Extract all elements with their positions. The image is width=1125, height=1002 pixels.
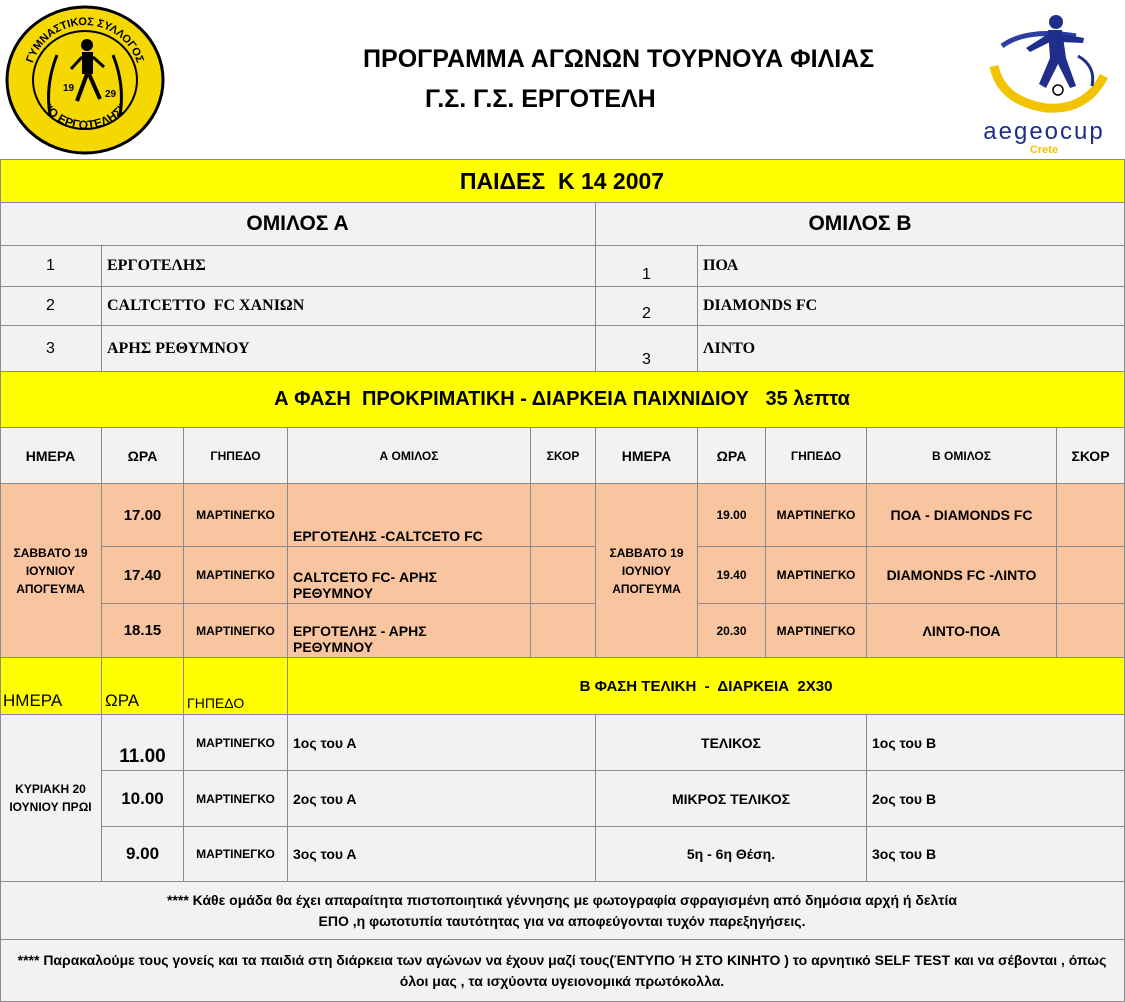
header-day-b: ΗΜΕΡΑ (596, 428, 698, 484)
final-field: ΜΑΡΤΙΝΕΓΚΟ (184, 827, 288, 882)
crest-arc-text: ΓΥΜΝΑΣΤΙΚΟΣ ΣΥΛΛΟΓΟΣ (24, 15, 146, 65)
crest-bottom-text: "Ο ΕΡΓΟΤΕΛΗΣ" (41, 101, 129, 133)
group-a-team: ΑΡΗΣ ΡΕΘΥΜΝΟΥ (102, 326, 596, 372)
match-b-teams: ΠΟΑ - DIAMONDS FC (867, 484, 1057, 547)
match-a-field: ΜΑΡΤΙΝΕΓΚΟ (184, 547, 288, 604)
aegeocup-word: aegeocup (983, 118, 1105, 145)
match-a-field: ΜΑΡΤΙΝΕΓΚΟ (184, 604, 288, 658)
match-a-score[interactable] (531, 604, 596, 658)
group-b-team: DIAMONDS FC (698, 287, 1125, 326)
table-left-border (0, 159, 1, 1002)
match-b-score[interactable] (1057, 604, 1125, 658)
match-a-time: 17.00 (102, 484, 184, 547)
group-a-team: ΕΡΓΟΤΕΛΗΣ (102, 246, 596, 287)
match-b-teams: ΛΙΝΤΟ-ΠΟΑ (867, 604, 1057, 658)
header-score-a: ΣΚΟΡ (531, 428, 596, 484)
header-time-b: ΩΡΑ (698, 428, 766, 484)
page-title-line1: ΠΡΟΓΡΑΜΜΑ ΑΓΩΝΩΝ ΤΟΥΡΝΟΥΑ ΦΙΛΙΑΣ (363, 45, 875, 73)
final-home: 1ος του Α (288, 715, 596, 771)
category-banner: ΠΑΙΔΕΣ Κ 14 2007 (0, 159, 1125, 203)
phase-b-day-label: ΗΜΕΡΑ (0, 658, 102, 715)
final-home: 2ος του Α (288, 771, 596, 827)
group-b-num: 1 (596, 246, 698, 287)
header-time-a: ΩΡΑ (102, 428, 184, 484)
final-field: ΜΑΡΤΙΝΕΓΚΟ (184, 771, 288, 827)
match-a-time: 17.40 (102, 547, 184, 604)
match-b-score[interactable] (1057, 547, 1125, 604)
club-crest-icon (5, 5, 165, 155)
phase-b-banner: Β ΦΑΣΗ ΤΕΛΙΚΗ - ΔΙΑΡΚΕΙΑ 2Χ30 (288, 658, 1125, 715)
group-a-num: 3 (0, 326, 102, 372)
group-b-num: 3 (596, 326, 698, 372)
final-time: 9.00 (102, 827, 184, 882)
header-day-a: ΗΜΕΡΑ (0, 428, 102, 484)
header-field-a: ΓΗΠΕΔΟ (184, 428, 288, 484)
header-field-b: ΓΗΠΕΔΟ (766, 428, 867, 484)
page-title-line2: Γ.Σ. Γ.Σ. ΕΡΓΟΤΕΛΗ (425, 85, 656, 113)
group-a-num: 2 (0, 287, 102, 326)
club-crest-logo (5, 5, 165, 155)
match-a-score[interactable] (531, 547, 596, 604)
group-a-team: CALTCETTO FC ΧΑΝΙΩΝ (102, 287, 596, 326)
day-cell-b: ΣΑΒΒΑΤΟ 19 ΙΟΥΝΙΟΥ ΑΠΟΓΕΥΜΑ (596, 484, 698, 658)
final-away: 3ος του Β (867, 827, 1125, 882)
match-b-field: ΜΑΡΤΙΝΕΓΚΟ (766, 547, 867, 604)
group-b-team: ΛΙΝΤΟ (698, 326, 1125, 372)
match-b-teams: DIAMONDS FC -ΛΙΝΤΟ (867, 547, 1057, 604)
match-a-score[interactable] (531, 484, 596, 547)
match-b-score[interactable] (1057, 484, 1125, 547)
match-b-field: ΜΑΡΤΙΝΕΓΚΟ (766, 484, 867, 547)
group-b-title: ΟΜΙΛΟΣ Β (596, 203, 1125, 246)
crest-year-right: 29 (105, 89, 117, 100)
match-a-teams: ΕΡΓΟΤΕΛΗΣ - ΑΡΗΣ ΡΕΘΥΜΝΟΥ (288, 604, 531, 658)
final-time: 11.00 (102, 715, 184, 771)
note-certificates: **** Κάθε ομάδα θα έχει απαραίτητα πιστοποιητικά γέννησης με φωτογραφία σφραγισμένη από δημόσια αρχή ή δελτία ΕΠΟ ,η φωτοτυπία ταυτότητας για να αποφεύγονται τυχόν παρεξηγήσεις. (0, 882, 1125, 940)
final-stage: ΤΕΛΙΚΟΣ (596, 715, 867, 771)
phase-b-time-label: ΩΡΑ (102, 658, 184, 715)
aegeocup-sub: Crete (1029, 144, 1059, 156)
match-a-teams: CALTCETO FC- ΑΡΗΣ ΡΕΘΥΜΝΟΥ (288, 547, 531, 604)
final-home: 3ος του Α (288, 827, 596, 882)
crest-year-left: 19 (63, 83, 75, 94)
note-self-test: **** Παρακαλούμε τους γονείς και τα παιδιά στη διάρκεια των αγώνων να έχουν μαζί τους(ΈΝΤΥΠΟ Ή ΣΤΟ ΚΙΝΗΤΟ ) το αρνητικό SELF TEST και να σέβονται , όπως όλοι μας , τα ισχύοντα υγειονομικά πρωτόκολλα. (0, 940, 1125, 1002)
final-stage: ΜΙΚΡΟΣ ΤΕΛΙΚΟΣ (596, 771, 867, 827)
group-b-num: 2 (596, 287, 698, 326)
day-cell-a: ΣΑΒΒΑΤΟ 19 ΙΟΥΝΙΟΥ ΑΠΟΓΕΥΜΑ (0, 484, 102, 658)
phase-a-banner: Α ΦΑΣΗ ΠΡΟΚΡΙΜΑΤΙΚΗ - ΔΙΑΡΚΕΙΑ ΠΑΙΧΝΙΔΙΟΥ 35 λεπτα (0, 372, 1125, 428)
match-a-teams: ΕΡΓΟΤΕΛΗΣ -CALTCETO FC (288, 484, 531, 547)
phase-b-field-label: ΓΗΠΕΔΟ (184, 658, 288, 715)
match-a-time: 18.15 (102, 604, 184, 658)
group-a-title: ΟΜΙΛΟΣ Α (0, 203, 596, 246)
match-b-time: 19.00 (698, 484, 766, 547)
final-away: 1ος του Β (867, 715, 1125, 771)
match-b-time: 19.40 (698, 547, 766, 604)
final-away: 2ος του Β (867, 771, 1125, 827)
match-b-time: 20.30 (698, 604, 766, 658)
match-a-field: ΜΑΡΤΙΝΕΓΚΟ (184, 484, 288, 547)
aegeocup-logo (966, 6, 1122, 156)
final-field: ΜΑΡΤΙΝΕΓΚΟ (184, 715, 288, 771)
group-a-num: 1 (0, 246, 102, 287)
final-stage: 5η - 6η Θέση. (596, 827, 867, 882)
final-time: 10.00 (102, 771, 184, 827)
phase-b-day: ΚΥΡΙΑΚΗ 20 ΙΟΥΝΙΟΥ ΠΡΩΙ (0, 715, 102, 882)
header-score-b: ΣΚΟΡ (1057, 428, 1125, 484)
match-b-field: ΜΑΡΤΙΝΕΓΚΟ (766, 604, 867, 658)
group-b-team: ΠΟΑ (698, 246, 1125, 287)
header-group-a: Α ΟΜΙΛΟΣ (288, 428, 531, 484)
header-group-b: Β ΟΜΙΛΟΣ (867, 428, 1057, 484)
